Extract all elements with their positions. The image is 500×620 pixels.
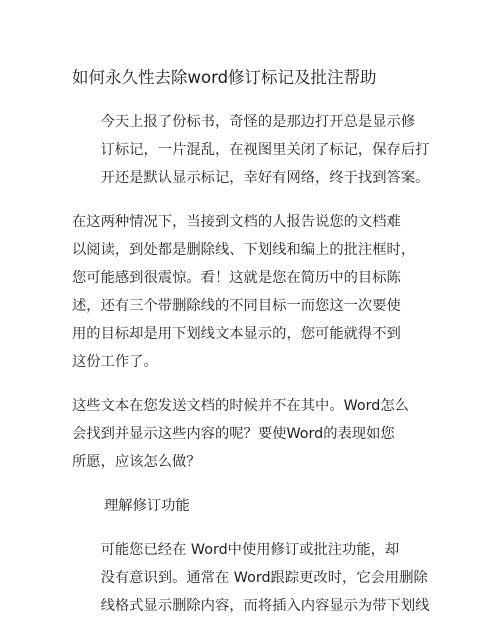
text-line: 用的目标却是用下划线文本显示的，您可能就得不到 <box>72 326 401 342</box>
text-line: 这份工作了。 <box>72 354 158 370</box>
text-line: 会找到并显示这些内容的呢？要使Word的表现如您 <box>72 426 395 442</box>
paragraph-2 <box>72 208 416 376</box>
text-line: 开还是默认显示标记，幸好有网络，终于找到答案。 <box>100 170 430 186</box>
paragraph-1 <box>72 108 430 192</box>
section-heading: 理解修订功能 <box>104 498 190 514</box>
text-line: 述，还有三个带删除线的不同目标一而您这一次要使 <box>72 298 401 314</box>
text-line: 以阅读，到处都是删除线、下划线和编上的批注框时， <box>72 242 416 258</box>
article-title: 如何永久性去除word修订标记及批注帮助 <box>72 68 377 87</box>
text-line: 线格式显示删除内容，而将插入内容显示为带下划线 <box>100 598 430 614</box>
text-line: 您可能感到很震惊。看！这就是您在简历中的目标陈 <box>72 270 401 286</box>
text-line: 在这两种情况下，当接到文档的人报告说您的文档难 <box>72 214 401 230</box>
paragraph-4 <box>72 536 430 620</box>
text-line: 今天上报了份标书，奇怪的是那边打开总是显示修 <box>100 114 416 130</box>
text-line: 这些文本在您发送文档的时候并不在其中。Word怎么 <box>72 398 409 414</box>
paragraph-3 <box>72 392 409 476</box>
article <box>72 64 430 620</box>
text-line: 订标记，一片混乱，在视图里关闭了标记，保存后打 <box>100 142 430 158</box>
text-line: 没有意识到。通常在 Word跟踪更改时，它会用删除 <box>100 570 428 586</box>
text-line: 可能您已经在 Word中使用修订或批注功能，却 <box>100 542 400 558</box>
text-line: 所愿，应该怎么做？ <box>72 454 201 470</box>
